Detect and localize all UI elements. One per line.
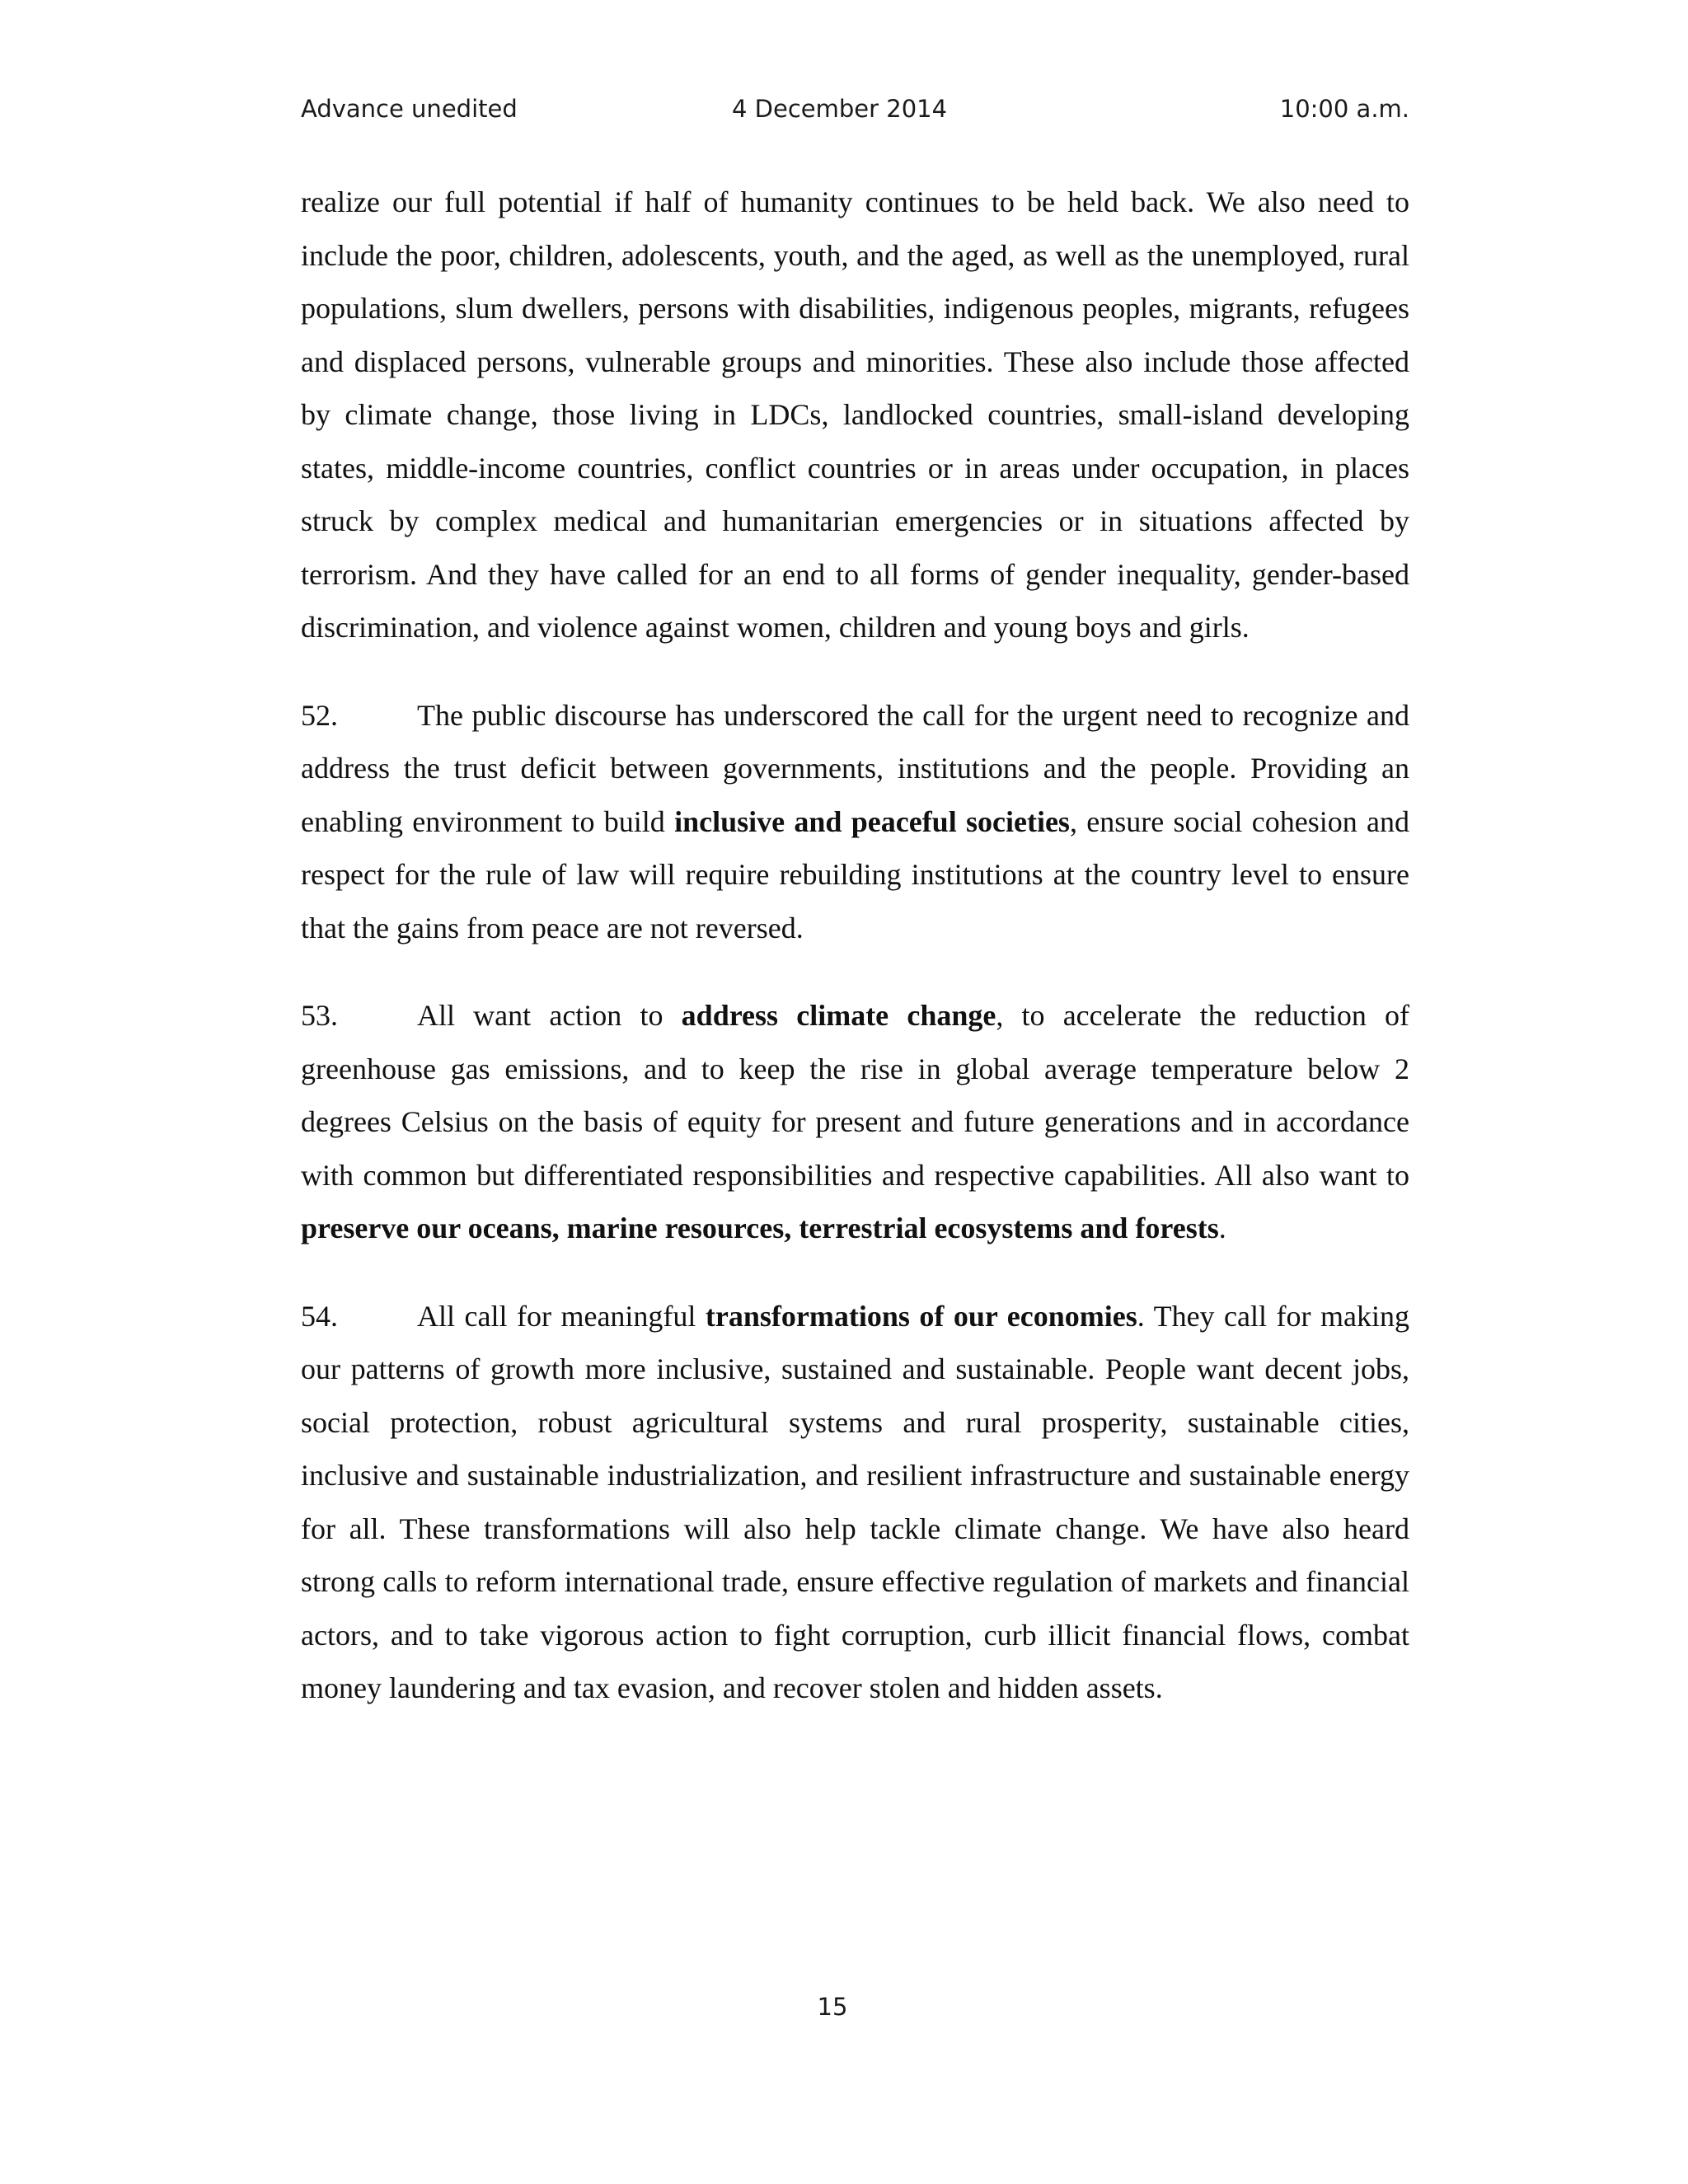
paragraph-text: The public discourse has underscored the call for the urgent need to recognize and address the trust deficit between governments, institutions and the people. Providing an enabling environment to build <box>301 698 1409 838</box>
page-header <box>301 91 1409 127</box>
paragraph-number: 53. <box>301 999 338 1032</box>
header-time: 10:00 a.m. <box>1279 95 1409 123</box>
paragraph-number: 54. <box>301 1299 338 1333</box>
paragraph-52 <box>301 689 1409 955</box>
paragraph-53 <box>301 989 1409 1255</box>
page-number: 15 <box>817 1993 848 2021</box>
bold-phrase: transformations of our economies <box>705 1299 1137 1333</box>
paragraph-text: , ensure social cohesion and respect for the rule of law will require rebuilding institutions at the country level to ensure that the gains from peace are not reversed. <box>301 804 1409 944</box>
paragraph-continuation <box>301 176 1409 654</box>
paragraph-text: All call for meaningful <box>417 1299 706 1333</box>
bold-phrase: preserve our oceans, marine resources, terrestrial ecosystems and forests <box>301 1212 1219 1244</box>
paragraph-text: . They call for making our patterns of growth more inclusive, sustained and sustainable. People want decent jobs, social protection, robust agricultural systems and rural prosperity, sustainable cities, inclusive and sustainable industrialization, and resilient infrastructure and sustainable energy for all. These transformations will also help tackle climate change. We have also heard strong calls to reform international trade, ensure effective regulation of markets and financial actors, and to take vigorous action to fight corruption, curb illicit financial flows, combat money laundering and tax evasion, and recover stolen and hidden assets. <box>301 1299 1409 1704</box>
paragraph-54 <box>301 1290 1409 1715</box>
header-status: Advance unedited <box>301 95 518 123</box>
bold-phrase: inclusive and peaceful societies <box>674 804 1070 838</box>
bold-phrase: address climate change <box>681 999 996 1032</box>
header-date: 4 December 2014 <box>732 95 948 123</box>
paragraph-text: , to accelerate the reduction of greenhouse gas emissions, and to keep the rise in global average temperature below 2 degrees Celsius on the basis of equity for present and future generations and in accordance with common but differentiated responsibilities and respective capabilities. All also want to <box>301 999 1410 1192</box>
paragraph-number: 52. <box>301 698 338 732</box>
paragraph-text: realize our full potential if half of humanity continues to be held back. We also need to include the poor, children, adolescents, youth, and the aged, as well as the unemployed, rural populations, slum dwellers, persons with disabilities, indigenous peoples, migrants, refugees and displaced persons, vulnerable groups and minorities. These also include those affected by climate change, those living in LDCs, landlocked countries, small-island developing states, middle-income countries, conflict countries or in areas under occupation, in places struck by complex medical and humanitarian emergencies or in situations affected by terrorism. And they have called for an end to all forms of gender inequality, gender-based discrimination, and violence against women, children and young boys and girls. <box>301 185 1409 644</box>
page-footer <box>0 1990 1665 2023</box>
paragraph-text: All want action to <box>417 999 682 1032</box>
document-body <box>301 176 1409 1750</box>
paragraph-text: . <box>1218 1212 1226 1244</box>
